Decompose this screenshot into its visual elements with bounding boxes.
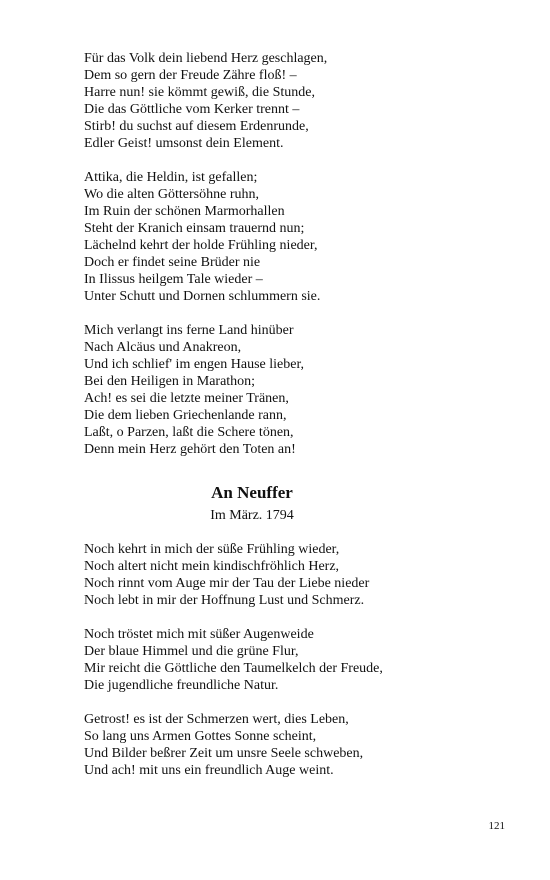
verse-line: Im Ruin der schönen Marmorhallen [84, 204, 285, 219]
stanza [84, 711, 484, 779]
verse-line: In Ilissus heilgem Tale wieder – [84, 272, 263, 287]
page-number: 121 [488, 820, 505, 832]
poem-continued [84, 50, 484, 458]
verse-line: Denn mein Herz gehört den Toten an! [84, 442, 296, 457]
verse-line: Und ich schlief' im engen Hause lieber, [84, 357, 305, 372]
verse-line: Die dem lieben Griechenlande rann, [84, 408, 287, 423]
verse-line: Edler Geist! umsonst dein Element. [84, 136, 284, 151]
verse-line: So lang uns Armen Gottes Sonne scheint, [84, 729, 317, 744]
verse-line: Für das Volk dein liebend Herz geschlagen, [84, 51, 328, 66]
verse-line: Bei den Heiligen in Marathon; [84, 374, 256, 389]
verse-line: Dem so gern der Freude Zähre floß! – [84, 68, 297, 83]
verse-line: Die jugendliche freundliche Natur. [84, 678, 279, 693]
verse-line: Nach Alcäus und Anakreon, [84, 340, 242, 355]
stanza [84, 322, 484, 458]
verse-line: Noch lebt in mir der Hoffnung Lust und Schmerz. [84, 593, 365, 608]
verse-line: Ach! es sei die letzte meiner Tränen, [84, 391, 289, 406]
verse-line: Und ach! mit uns ein freundlich Auge weint. [84, 763, 334, 778]
verse-line: Harre nun! sie kömmt gewiß, die Stunde, [84, 85, 315, 100]
stanza [84, 50, 484, 152]
stanza [84, 541, 484, 609]
verse-line: Mir reicht die Göttliche den Taumelkelch der Freude, [84, 661, 383, 676]
poem-date: Im März. 1794 [210, 508, 294, 523]
verse-line: Der blaue Himmel und die grüne Flur, [84, 644, 299, 659]
verse-line: Noch altert nicht mein kindischfröhlich Herz, [84, 559, 340, 574]
verse-line: Getrost! es ist der Schmerzen wert, dies Leben, [84, 712, 349, 727]
poem-an-neuffer [84, 541, 484, 779]
poem-title: An Neuffer [211, 483, 293, 502]
verse-line: Steht der Kranich einsam trauernd nun; [84, 221, 305, 236]
verse-line: Noch rinnt vom Auge mir der Tau der Liebe nieder [84, 576, 370, 591]
verse-line: Und Bilder beßrer Zeit um unsre Seele schweben, [84, 746, 364, 761]
verse-line: Doch er findet seine Brüder nie [84, 255, 261, 270]
verse-line: Unter Schutt und Dornen schlummern sie. [84, 289, 321, 304]
stanza [84, 169, 484, 305]
verse-line: Laßt, o Parzen, laßt die Schere tönen, [84, 425, 294, 440]
verse-line: Wo die alten Göttersöhne ruhn, [84, 187, 259, 202]
stanza [84, 626, 484, 694]
verse-line: Attika, die Heldin, ist gefallen; [84, 170, 258, 185]
verse-line: Lächelnd kehrt der holde Frühling nieder, [84, 238, 318, 253]
page-body [84, 50, 484, 796]
verse-line: Mich verlangt ins ferne Land hinüber [84, 323, 294, 338]
verse-line: Noch tröstet mich mit süßer Augenweide [84, 627, 314, 642]
verse-line: Noch kehrt in mich der süße Frühling wieder, [84, 542, 340, 557]
verse-line: Stirb! du suchst auf diesem Erdenrunde, [84, 119, 309, 134]
verse-line: Die das Göttliche vom Kerker trennt – [84, 102, 300, 117]
